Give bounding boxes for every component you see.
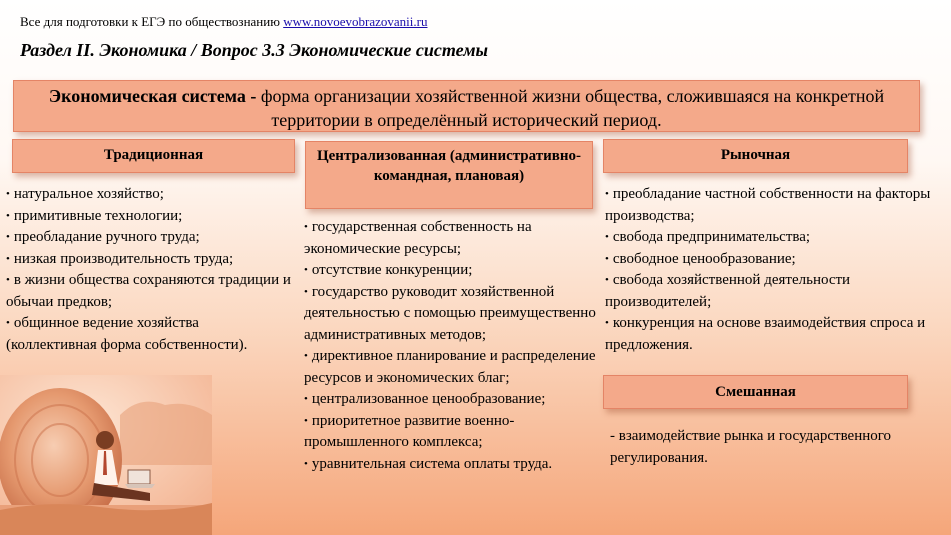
bullet-icon: •	[304, 457, 308, 470]
bullet-icon: •	[6, 274, 10, 286]
bullet-icon: •	[304, 264, 308, 276]
bullet-icon: •	[304, 414, 308, 427]
source-prefix: Все для подготовки к ЕГЭ по обществознанию	[20, 14, 280, 29]
list-item: • приоритетное развитие военно-промышленного комплекса;	[304, 412, 515, 450]
bullet-icon: •	[605, 252, 609, 265]
hay-bale-illustration	[0, 375, 212, 535]
bullet-icon: •	[304, 221, 308, 233]
list-item: • конкуренция на основе взаимодействия спроса и предложения.	[605, 315, 926, 353]
list-item: • натуральное хозяйство;	[6, 186, 164, 202]
list-item: • низкая производительность труда;	[6, 250, 234, 267]
bullet-icon: •	[605, 231, 609, 243]
bullet-icon: •	[6, 317, 10, 329]
list-item: • государство руководит хозяйственной деятельностью с помощью преимущественно административных методов;	[304, 283, 596, 343]
bullet-icon: •	[6, 209, 10, 222]
bullet-icon: •	[6, 231, 10, 243]
market-header: Рыночная	[603, 139, 908, 173]
bullet-icon: •	[605, 274, 609, 286]
definition-text: форма организации хозяйственной жизни общества, сложившаяся на конкретной территории в определённый исторический период.	[256, 86, 885, 130]
traditional-header: Традиционная	[12, 139, 295, 173]
list-item: • централизованное ценообразование;	[304, 391, 546, 407]
definition-box	[13, 80, 920, 132]
bullet-icon: •	[605, 188, 609, 200]
list-item: • свобода хозяйственной деятельности производителей;	[605, 272, 851, 310]
bullet-icon: •	[6, 188, 10, 200]
list-item: • отсутствие конкуренции;	[304, 262, 473, 278]
list-item: • примитивные технологии;	[6, 207, 183, 224]
bullet-icon: •	[304, 285, 308, 298]
list-item: • уравнительная система оплаты труда.	[304, 455, 553, 472]
centralized-header: Централизованная (административно-командная, плановая)	[305, 141, 593, 209]
list-item: • свободное ценообразование;	[605, 250, 796, 267]
list-item: • директивное планирование и распределение ресурсов и экономических благ;	[304, 348, 596, 386]
mixed-header: Смешанная	[603, 375, 908, 409]
bullet-icon: •	[304, 393, 308, 405]
list-item: • общинное ведение хозяйства (коллективная форма собственности).	[6, 315, 248, 353]
list-item: • преобладание частной собственности на факторы производства;	[605, 186, 931, 224]
market-list	[605, 184, 935, 356]
list-item: • преобладание ручного труда;	[6, 229, 200, 245]
source-link[interactable]: www.novoevobrazovanii.ru	[283, 14, 428, 29]
source-line	[20, 14, 427, 30]
mixed-text: - взаимодействие рынка и государственного регулирования.	[610, 428, 892, 466]
hay-bale-photo	[0, 375, 212, 535]
traditional-list	[6, 184, 291, 356]
definition-term: Экономическая система -	[48, 86, 257, 106]
list-item: • в жизни общества сохраняются традиции и обычаи предков;	[6, 272, 291, 310]
centralized-list	[304, 217, 604, 475]
bullet-icon: •	[304, 350, 308, 362]
bullet-icon: •	[6, 252, 10, 265]
page-title: Раздел II. Экономика / Вопрос 3.3 Экономические системы	[20, 40, 489, 60]
bullet-icon: •	[605, 317, 609, 329]
list-item: • свобода предпринимательства;	[605, 229, 811, 245]
list-item: • государственная собственность на экономические ресурсы;	[304, 219, 532, 257]
